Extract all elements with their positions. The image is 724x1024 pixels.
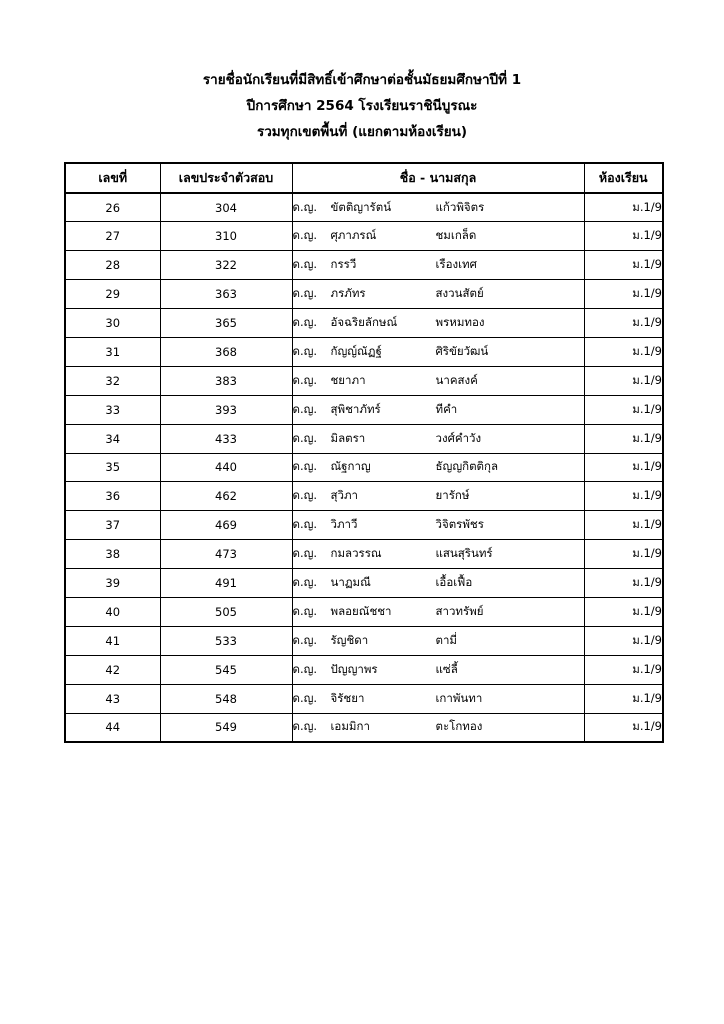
name-prefix: ด.ญ. bbox=[292, 199, 318, 214]
row-exam-id: 549 bbox=[160, 713, 292, 742]
table-row bbox=[65, 222, 663, 251]
table-row bbox=[65, 655, 663, 684]
last-name: ตามี่ bbox=[435, 632, 458, 647]
last-name: สาวทรัพย์ bbox=[435, 603, 484, 618]
row-exam-id: 393 bbox=[160, 395, 292, 424]
table-row bbox=[65, 597, 663, 626]
row-classroom: ม.1/9 bbox=[584, 337, 663, 366]
first-name: ปัญญาพร bbox=[330, 661, 378, 676]
row-exam-id: 505 bbox=[160, 597, 292, 626]
row-name bbox=[292, 511, 584, 540]
table-row bbox=[65, 280, 663, 309]
name-prefix: ด.ญ. bbox=[292, 546, 318, 561]
row-classroom: ม.1/9 bbox=[584, 193, 663, 222]
first-name: ขัตติญารัตน์ bbox=[330, 199, 392, 214]
table-row bbox=[65, 251, 663, 280]
row-name bbox=[292, 655, 584, 684]
name-prefix: ด.ญ. bbox=[292, 372, 318, 387]
name-prefix: ด.ญ. bbox=[292, 517, 318, 532]
row-classroom: ม.1/9 bbox=[584, 280, 663, 309]
row-exam-id: 545 bbox=[160, 655, 292, 684]
row-classroom: ม.1/9 bbox=[584, 424, 663, 453]
row-name bbox=[292, 453, 584, 482]
last-name: สงวนสัตย์ bbox=[435, 286, 484, 301]
row-exam-id: 473 bbox=[160, 540, 292, 569]
first-name: กมลวรรณ bbox=[330, 546, 382, 561]
last-name: แสนสุรินทร์ bbox=[435, 546, 493, 561]
row-number: 36 bbox=[65, 482, 160, 511]
row-name bbox=[292, 222, 584, 251]
row-name bbox=[292, 366, 584, 395]
table-row bbox=[65, 511, 663, 540]
row-classroom: ม.1/9 bbox=[584, 222, 663, 251]
table-row bbox=[65, 453, 663, 482]
row-exam-id: 433 bbox=[160, 424, 292, 453]
name-prefix: ด.ญ. bbox=[292, 603, 318, 618]
table-row bbox=[65, 684, 663, 713]
last-name: เอื้อเฟื้อ bbox=[435, 575, 473, 590]
first-name: กรรวี bbox=[330, 257, 357, 272]
last-name: เรืองเทศ bbox=[435, 257, 477, 272]
row-name bbox=[292, 713, 584, 742]
first-name: รัญชิดา bbox=[330, 632, 369, 647]
academic-year-line: ปีการศึกษา 2564 โรงเรียนราชินีบูรณะ bbox=[246, 98, 478, 114]
row-number: 32 bbox=[65, 366, 160, 395]
row-number: 39 bbox=[65, 569, 160, 598]
row-number: 29 bbox=[65, 280, 160, 309]
name-prefix: ด.ญ. bbox=[292, 632, 318, 647]
row-classroom: ม.1/9 bbox=[584, 626, 663, 655]
student-roster-table bbox=[64, 162, 664, 743]
table-row bbox=[65, 424, 663, 453]
name-prefix: ด.ญ. bbox=[292, 315, 318, 329]
last-name: นาคสงค์ bbox=[435, 372, 478, 387]
row-classroom: ม.1/9 bbox=[584, 540, 663, 569]
column-header-name: ชื่อ - นามสกุล bbox=[292, 163, 584, 193]
row-number: 34 bbox=[65, 424, 160, 453]
row-number: 28 bbox=[65, 251, 160, 280]
row-exam-id: 363 bbox=[160, 280, 292, 309]
row-classroom: ม.1/9 bbox=[584, 511, 663, 540]
first-name: นาฏมณี bbox=[330, 575, 371, 590]
table-row bbox=[65, 569, 663, 598]
name-prefix: ด.ญ. bbox=[292, 401, 318, 416]
row-name bbox=[292, 424, 584, 453]
row-classroom: ม.1/9 bbox=[584, 366, 663, 395]
row-classroom: ม.1/9 bbox=[584, 569, 663, 598]
first-name: มิลตรา bbox=[330, 430, 366, 445]
last-name: ชมเกล็ด bbox=[435, 228, 477, 243]
first-name: สุวิภา bbox=[330, 488, 359, 503]
first-name: ภรภัทร bbox=[330, 286, 366, 301]
first-name: พลอยณัชชา bbox=[330, 603, 392, 618]
last-name: ธัญญกิตติกุล bbox=[435, 459, 499, 474]
column-header-exam-id: เลขประจำตัวสอบ bbox=[160, 163, 292, 193]
row-name bbox=[292, 684, 584, 713]
row-classroom: ม.1/9 bbox=[584, 251, 663, 280]
first-name: ชยาภา bbox=[330, 372, 366, 387]
subtitle-line: รวมทุกเขตพื้นที่ (แยกตามห้องเรียน) bbox=[256, 124, 468, 140]
name-prefix: ด.ญ. bbox=[292, 459, 318, 474]
row-exam-id: 365 bbox=[160, 309, 292, 338]
row-exam-id: 322 bbox=[160, 251, 292, 280]
row-name bbox=[292, 280, 584, 309]
name-prefix: ด.ญ. bbox=[292, 228, 318, 243]
row-exam-id: 548 bbox=[160, 684, 292, 713]
row-exam-id: 368 bbox=[160, 337, 292, 366]
row-classroom: ม.1/9 bbox=[584, 655, 663, 684]
row-classroom: ม.1/9 bbox=[584, 309, 663, 338]
table-row bbox=[65, 337, 663, 366]
row-classroom: ม.1/9 bbox=[584, 482, 663, 511]
table-row bbox=[65, 366, 663, 395]
last-name: แก้วพิจิตร bbox=[435, 199, 485, 214]
row-classroom: ม.1/9 bbox=[584, 684, 663, 713]
last-name: วงศ์คำวัง bbox=[435, 430, 482, 445]
row-number: 27 bbox=[65, 222, 160, 251]
row-name bbox=[292, 395, 584, 424]
document-header bbox=[0, 72, 724, 150]
name-prefix: ด.ญ. bbox=[292, 690, 318, 705]
first-name: อัจฉริยลักษณ์ bbox=[330, 315, 398, 329]
last-name: ยารักษ์ bbox=[435, 488, 470, 503]
row-name bbox=[292, 482, 584, 511]
first-name: สุพิชาภัทร์ bbox=[330, 401, 381, 416]
row-classroom: ม.1/9 bbox=[584, 713, 663, 742]
row-exam-id: 462 bbox=[160, 482, 292, 511]
table-row bbox=[65, 713, 663, 742]
first-name: จิรัชยา bbox=[330, 690, 365, 705]
row-name bbox=[292, 626, 584, 655]
row-number: 31 bbox=[65, 337, 160, 366]
name-prefix: ด.ญ. bbox=[292, 661, 318, 676]
table-header-row bbox=[65, 163, 663, 193]
row-number: 35 bbox=[65, 453, 160, 482]
row-name bbox=[292, 309, 584, 338]
first-name: ศุภาภรณ์ bbox=[330, 228, 377, 243]
row-name bbox=[292, 337, 584, 366]
row-number: 43 bbox=[65, 684, 160, 713]
first-name: ณัฐกาญ bbox=[330, 459, 371, 474]
row-number: 44 bbox=[65, 713, 160, 742]
column-header-classroom: ห้องเรียน bbox=[584, 163, 663, 193]
first-name: กัญญ์ณัฏฐ์ bbox=[330, 343, 382, 358]
table-body bbox=[65, 193, 663, 742]
name-prefix: ด.ญ. bbox=[292, 719, 318, 734]
name-prefix: ด.ญ. bbox=[292, 257, 318, 272]
table-row bbox=[65, 482, 663, 511]
name-prefix: ด.ญ. bbox=[292, 430, 318, 445]
name-prefix: ด.ญ. bbox=[292, 343, 318, 358]
row-name bbox=[292, 193, 584, 222]
row-name bbox=[292, 540, 584, 569]
row-exam-id: 310 bbox=[160, 222, 292, 251]
last-name: ศิริขัยวัฒน์ bbox=[435, 343, 489, 358]
row-name bbox=[292, 251, 584, 280]
row-number: 40 bbox=[65, 597, 160, 626]
table-row bbox=[65, 309, 663, 338]
table-row bbox=[65, 395, 663, 424]
name-prefix: ด.ญ. bbox=[292, 575, 318, 590]
first-name: เอมมิกา bbox=[330, 719, 370, 734]
row-number: 30 bbox=[65, 309, 160, 338]
column-header-number: เลขที่ bbox=[65, 163, 160, 193]
table-row bbox=[65, 626, 663, 655]
table-row bbox=[65, 540, 663, 569]
row-exam-id: 491 bbox=[160, 569, 292, 598]
row-exam-id: 304 bbox=[160, 193, 292, 222]
name-prefix: ด.ญ. bbox=[292, 488, 318, 503]
row-number: 42 bbox=[65, 655, 160, 684]
document-title: รายชื่อนักเรียนที่มีสิทธิ์เข้าศึกษาต่อชั้นมัธยมศึกษาปีที่ 1 bbox=[202, 72, 522, 88]
row-exam-id: 533 bbox=[160, 626, 292, 655]
row-classroom: ม.1/9 bbox=[584, 597, 663, 626]
row-name bbox=[292, 569, 584, 598]
last-name: แซ่ลี้ bbox=[435, 661, 458, 676]
row-name bbox=[292, 597, 584, 626]
last-name: ทีคำ bbox=[435, 401, 458, 416]
row-exam-id: 440 bbox=[160, 453, 292, 482]
row-number: 38 bbox=[65, 540, 160, 569]
last-name: พรหมทอง bbox=[435, 315, 485, 329]
last-name: เกาพันทา bbox=[435, 690, 483, 705]
row-number: 41 bbox=[65, 626, 160, 655]
row-number: 37 bbox=[65, 511, 160, 540]
last-name: วิจิตรพัชร bbox=[435, 517, 484, 532]
row-exam-id: 383 bbox=[160, 366, 292, 395]
last-name: ตะโกทอง bbox=[435, 719, 483, 734]
name-prefix: ด.ญ. bbox=[292, 286, 318, 301]
row-number: 26 bbox=[65, 193, 160, 222]
table-row bbox=[65, 193, 663, 222]
row-exam-id: 469 bbox=[160, 511, 292, 540]
row-classroom: ม.1/9 bbox=[584, 395, 663, 424]
row-number: 33 bbox=[65, 395, 160, 424]
first-name: วิภาวี bbox=[330, 517, 358, 532]
row-classroom: ม.1/9 bbox=[584, 453, 663, 482]
